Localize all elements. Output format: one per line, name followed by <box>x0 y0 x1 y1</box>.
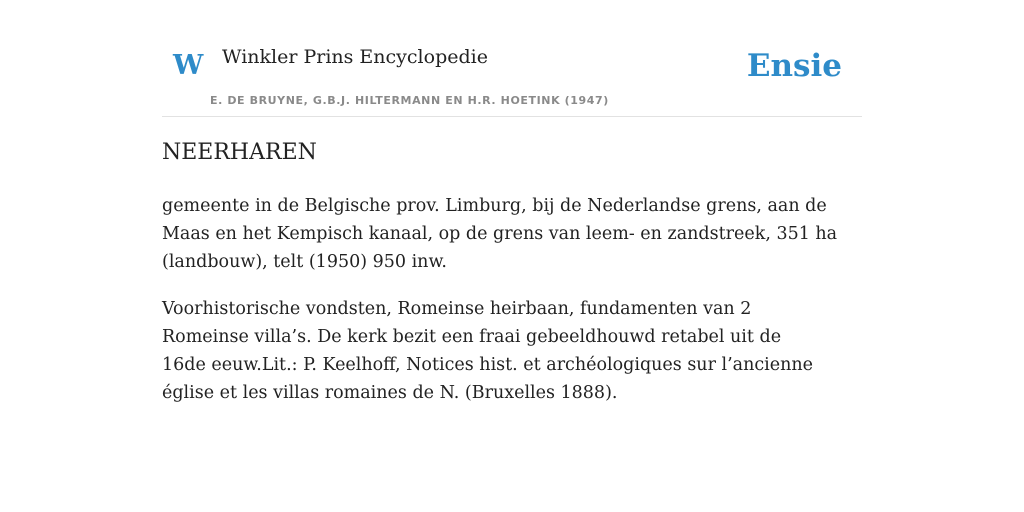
entry-paragraph: gemeente in de Belgische prov. Limburg, bij de Nederlandse grens, aan de Maas en het Kempisch kanaal, op de grens van leem- en zandstreek, 351 ha (landbouw), telt (1950) 950 inw. <box>162 196 838 272</box>
book-logo-icon[interactable]: W <box>173 50 204 81</box>
ensie-logo-link[interactable]: Ensie <box>746 48 842 84</box>
book-authors: E. DE BRUYNE, G.B.J. HILTERMANN EN H.R. HOETINK (1947) <box>210 94 609 107</box>
entry-paragraph: Voorhistorische vondsten, Romeinse heirbaan, fundamenten van 2 Romeinse villa’s. De kerk bezit een fraai gebeeldhouwd retabel uit de 16de eeuw.Lit.: P. Keelhoff, Notices hist. et archéologiques sur l’ancienne église et les villas romaines de N. (Bruxelles 1888). <box>162 299 814 403</box>
header <box>162 38 862 117</box>
entry-title: NEERHAREN <box>162 140 317 165</box>
book-title-link[interactable]: Winkler Prins Encyclopedie <box>222 46 488 68</box>
entry-body <box>162 192 862 426</box>
